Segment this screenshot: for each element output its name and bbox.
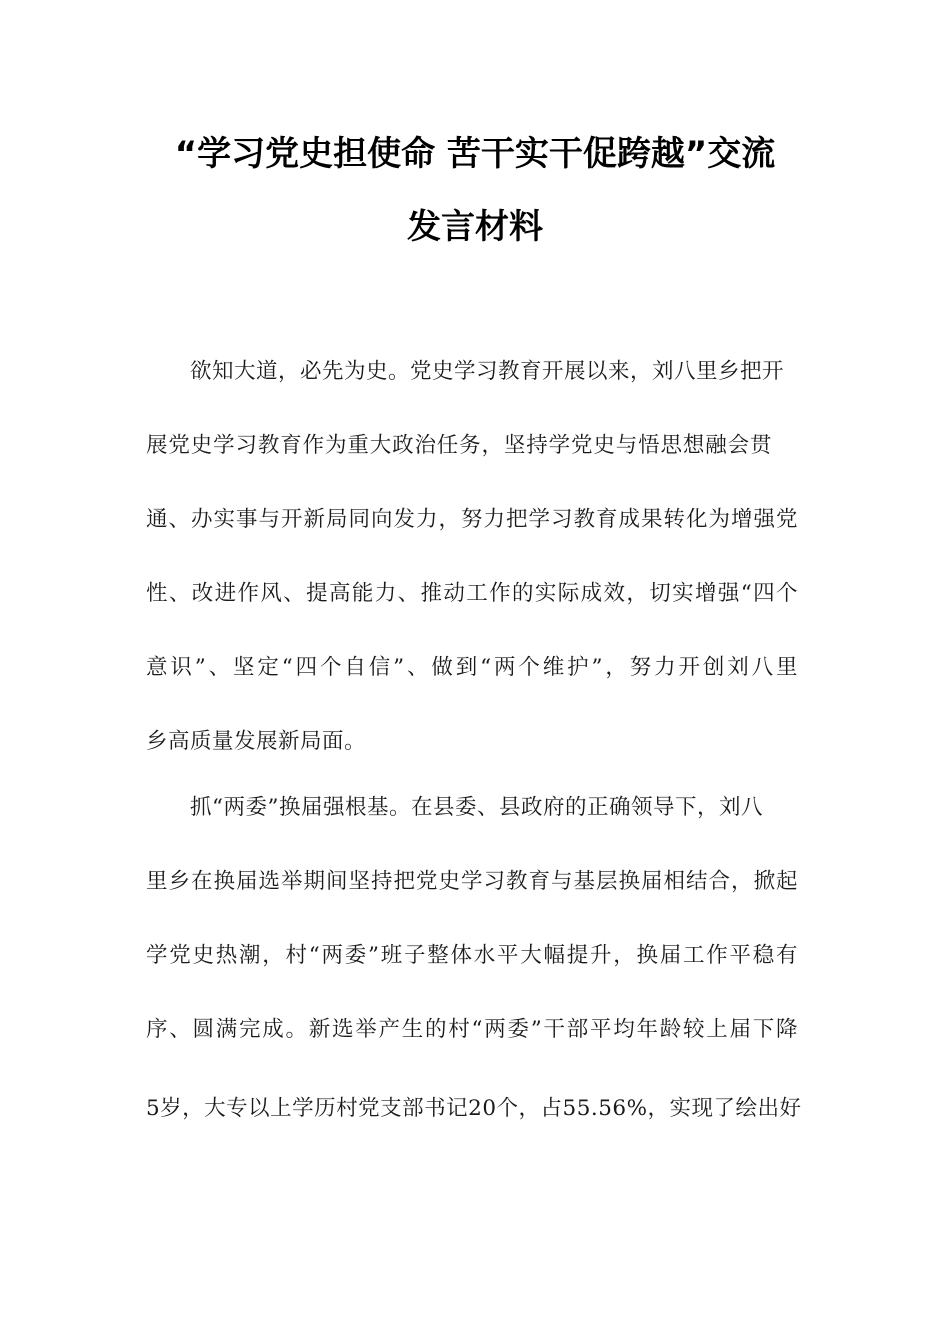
paragraph-1-line-1: 欲知大道，必先为史。党史学习教育开展以来，刘八里乡把开: [190, 359, 785, 384]
paragraph-2-line-4: 序、圆满完成。新选举产生的村“两委”干部平均年龄较上届下降: [146, 1017, 798, 1042]
paragraph-1-line-2: 展党史学习教育作为重大政治任务，坚持学党史与悟思想融会贯: [146, 433, 772, 458]
paragraph-2-line-2: 里乡在换届选举期间坚持把党史学习教育与基层换届相结合，掀起: [146, 869, 798, 894]
paragraph-1-line-6: 乡高质量发展新局面。: [146, 729, 367, 754]
paragraph-1-line-4: 性、改进作风、提高能力、推动工作的实际成效，切实增强“四个: [146, 581, 798, 606]
document-title-line-2: 发言材料: [407, 207, 543, 247]
paragraph-2-line-3: 学党史热潮，村“两委”班子整体水平大幅提升，换届工作平稳有: [146, 943, 798, 968]
paragraph-2-line-1: 抓“两委”换届强根基。在县委、县政府的正确领导下，刘八: [190, 795, 763, 820]
paragraph-2-line-5: 5岁，大专以上学历村党支部书记20个，占55.56%，实现了绘出好: [146, 1096, 802, 1121]
document-title-line-1: “学习党史担使命 苦干实干促跨越”交流: [174, 134, 776, 174]
paragraph-1-line-5: 意识”、坚定“四个自信”、做到“两个维护”，努力开创刘八里: [146, 655, 798, 680]
paragraph-1-line-3: 通、办实事与开新局同向发力，努力把学习教育成果转化为增强党: [146, 507, 798, 532]
